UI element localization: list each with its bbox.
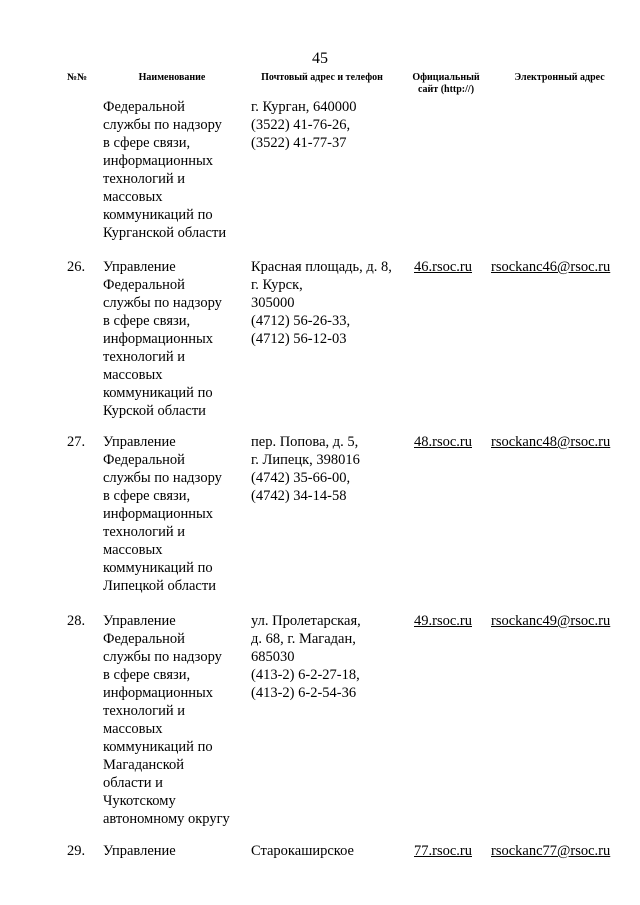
row-name-line: технологий и xyxy=(103,171,185,187)
row-name-line: в сфере связи, xyxy=(103,313,191,329)
email-link[interactable]: rsockanc49@rsoc.ru xyxy=(491,613,611,629)
row-address xyxy=(251,258,409,348)
site-link[interactable]: 46.rsoc.ru xyxy=(414,259,472,275)
row-name-line: Управление xyxy=(103,843,176,859)
row-email xyxy=(491,433,636,451)
row-number: 29. xyxy=(67,843,86,859)
row-email xyxy=(491,612,636,630)
row-name-line: коммуникаций по xyxy=(103,739,213,755)
row-name-line: коммуникаций по xyxy=(103,385,213,401)
row-name-line: технологий и xyxy=(103,703,185,719)
row-name-line: Чукотскому xyxy=(103,793,176,809)
row-name-line: Курской области xyxy=(103,403,206,419)
row-email xyxy=(491,258,636,276)
row-name-line: Управление xyxy=(103,259,176,275)
row-name xyxy=(103,258,248,420)
row-name-line: Управление xyxy=(103,434,176,450)
row-address-line: ул. Пролетарская, xyxy=(251,613,361,629)
row-address-line: (4742) 34-14-58 xyxy=(251,488,347,504)
row-name xyxy=(103,433,248,595)
row-name-line: информационных xyxy=(103,331,213,347)
row-address-line: (413-2) 6-2-54-36 xyxy=(251,685,357,701)
row-address-line: г. Курган, 640000 xyxy=(251,99,357,115)
row-name-line: информационных xyxy=(103,153,213,169)
row-address xyxy=(251,842,409,860)
row-address-line: (4712) 56-26-33, xyxy=(251,313,351,329)
row-name-line: в сфере связи, xyxy=(103,488,191,504)
row-name-line: технологий и xyxy=(103,349,185,365)
row-name-line: области и xyxy=(103,775,163,791)
header-name: Наименование xyxy=(138,72,206,83)
row-name-line: Магаданской xyxy=(103,757,185,773)
row-address xyxy=(251,612,409,702)
row-address-line: пер. Попова, д. 5, xyxy=(251,434,359,450)
row-site xyxy=(414,612,489,630)
row-name-line: Федеральной xyxy=(103,452,185,468)
row-name-line: Федеральной xyxy=(103,277,185,293)
header-site-line1: Официальный xyxy=(412,72,480,83)
row-address xyxy=(251,433,409,505)
header-address: Почтовый адрес и телефон xyxy=(261,72,383,83)
header-number: №№ xyxy=(67,72,88,83)
row-name-line: службы по надзору xyxy=(103,117,222,133)
row-email xyxy=(491,842,636,860)
row-address-line: д. 68, г. Магадан, xyxy=(251,631,356,647)
row-name xyxy=(103,98,248,242)
row-name-line: Федеральной xyxy=(103,99,185,115)
site-link[interactable]: 48.rsoc.ru xyxy=(414,434,472,450)
row-name-line: службы по надзору xyxy=(103,470,222,486)
row-address-line: Красная площадь, д. 8, xyxy=(251,259,392,275)
row-name-line: службы по надзору xyxy=(103,649,222,665)
email-link[interactable]: rsockanc46@rsoc.ru xyxy=(491,259,611,275)
row-address-line: (3522) 41-77-37 xyxy=(251,135,347,151)
row-address-line: г. Липецк, 398016 xyxy=(251,452,360,468)
row-name-line: Липецкой области xyxy=(103,578,216,594)
row-name-line: службы по надзору xyxy=(103,295,222,311)
row-name xyxy=(103,612,248,828)
row-name-line: коммуникаций по xyxy=(103,207,213,223)
row-site xyxy=(414,842,489,860)
row-address-line: 305000 xyxy=(251,295,295,311)
row-address xyxy=(251,98,409,152)
header-site-line2: сайт (http://) xyxy=(417,84,475,95)
row-name-line: в сфере связи, xyxy=(103,667,191,683)
row-name-line: автономному округу xyxy=(103,811,230,827)
row-address-line: 685030 xyxy=(251,649,295,665)
email-link[interactable]: rsockanc48@rsoc.ru xyxy=(491,434,611,450)
row-name-line: Управление xyxy=(103,613,176,629)
row-address-line: (4712) 56-12-03 xyxy=(251,331,347,347)
row-address-line: Старокаширское xyxy=(251,843,354,859)
site-link[interactable]: 77.rsoc.ru xyxy=(414,843,472,859)
row-name-line: в сфере связи, xyxy=(103,135,191,151)
email-link[interactable]: rsockanc77@rsoc.ru xyxy=(491,843,611,859)
row-name-line: массовых xyxy=(103,721,163,737)
row-name-line: массовых xyxy=(103,189,163,205)
row-number: 26. xyxy=(67,259,86,275)
row-name-line: Курганской области xyxy=(103,225,227,241)
row-address-line: (3522) 41-76-26, xyxy=(251,117,351,133)
row-site xyxy=(414,433,489,451)
page-number: 45 xyxy=(312,50,328,67)
row-name-line: технологий и xyxy=(103,524,185,540)
row-number: 28. xyxy=(67,613,86,629)
header-site xyxy=(405,72,487,96)
row-name-line: массовых xyxy=(103,542,163,558)
site-link[interactable]: 49.rsoc.ru xyxy=(414,613,472,629)
row-name-line: информационных xyxy=(103,506,213,522)
header-email: Электронный адрес xyxy=(514,72,605,83)
row-name xyxy=(103,842,248,860)
row-name-line: массовых xyxy=(103,367,163,383)
row-address-line: (413-2) 6-2-27-18, xyxy=(251,667,360,683)
row-site xyxy=(414,258,489,276)
row-name-line: информационных xyxy=(103,685,213,701)
row-name-line: Федеральной xyxy=(103,631,185,647)
row-address-line: (4742) 35-66-00, xyxy=(251,470,351,486)
row-address-line: г. Курск, xyxy=(251,277,303,293)
row-name-line: коммуникаций по xyxy=(103,560,213,576)
row-number: 27. xyxy=(67,434,86,450)
